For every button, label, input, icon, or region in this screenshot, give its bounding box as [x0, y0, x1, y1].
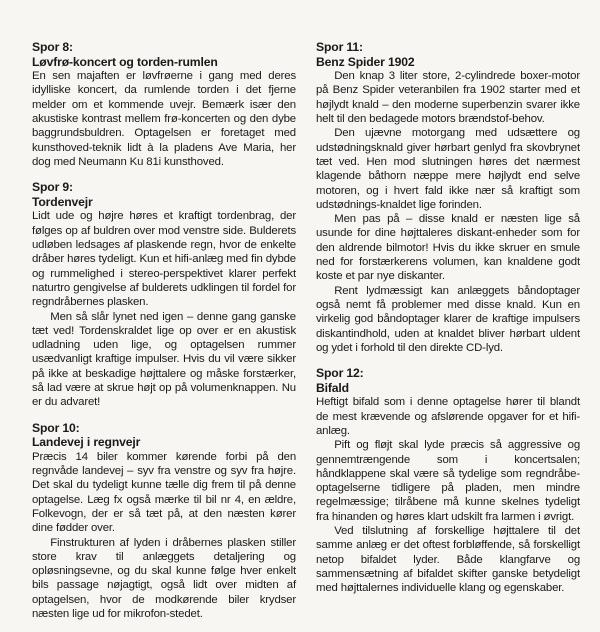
- track-title: Benz Spider 1902: [316, 54, 415, 69]
- paragraph: Præcis 14 biler kommer kørende forbi på den regnvåde landevej – syv fra venstre og syv fra højre. Det skal du tydeligt kunne tælle dig frem til på denne optagelse. Læg fx også mærke til bil nr 4, en ældre, Folkevogn, der er så tæt på, at den næsten kører dine fødder over.: [32, 450, 296, 535]
- paragraph: Lidt ude og højre høres et kraftigt tordenbrag, der følges op af buldren over mod venstre side. Bulderets udløben ledsages af plaskende regn, hvor de enkelte dråber høres tydeligt. Kun et hifi-anlæg med fin dybde og rummelighed i stereo-perspektivet klarer perfekt naturtro gengivelse af bulderets udklingen til fordel for regndråbernes plasken.: [32, 210, 296, 309]
- track-9-section: [32, 180, 296, 409]
- left-column: [32, 40, 296, 632]
- paragraph: Heftigt bifald som i denne optagelse hører til blandt de mest krævende og afslørende opgaver for et hifi-anlæg.: [316, 396, 580, 437]
- paragraph: Den ujævne motorgang med udsættere og udstødningsknald giver hørbart genlyd fra skovbrynet tæt ved. Hen mod slutningen høres det nærmest klagende båthorn næppe mere højlydt end selve motoren, og i hvert fald ikke nær så kraftigt som udstødnings-knaldet lige forinden.: [316, 127, 580, 211]
- track-title: Tordenvejr: [32, 194, 93, 209]
- paragraph: Finstrukturen af lyden i dråbernes plasken stiller store krav til anlæggets detaljering og opløsningsevne, og du skal kunne følge hver enkelt bils passage nøjagtigt, også lidt over midten af optagelsen, hvor de modkørende biler krydser næsten lige ud for mikrofon-stedet.: [32, 536, 296, 621]
- track-title: Løvfrø-koncert og torden-rumlen: [32, 54, 218, 69]
- paragraph: En sen majaften er løvfrøerne i gang med deres idylliske koncert, da rumlende torden i det fjerne melder om et kommende uvejr. Bemærk især den akustiske kontrast mellem frø-koncerten og den dybe baggrundsbuldren. Optagelsen er foretaget med kunsthoved-teknik lidt à la pladens Ave Maria, her dog med Neumann Ku 81i kunsthoved.: [32, 70, 296, 168]
- track-8-section: [32, 40, 296, 169]
- track-number: Spor 9:: [32, 180, 73, 195]
- paragraph: Rent lydmæssigt kan anlæggets båndoptager også nemt få problemer med disse knald. Kun en virkelig god båndoptager klarer de kraftige impulsers diskantindhold, uden at knaldet bliver hørbart uldent og ydet i forhold til den direkte CD-lyd.: [316, 284, 580, 354]
- paragraph: Den knap 3 liter store, 2-cylindrede boxer-motor på Benz Spider veteranbilen fra 1902 starter med et højlydt knald – den moderne superbenzin svarer ikke helt til den bedagede motors brændstof-behov.: [316, 70, 580, 126]
- track-number: Spor 10:: [32, 420, 80, 435]
- track-11-section: [316, 40, 580, 355]
- track-title: Bifald: [316, 380, 349, 395]
- track-title: Landevej i regnvejr: [32, 435, 141, 450]
- paragraph: Ved tilslutning af forskellige højttalere til det samme anlæg er det oftest forbløffende, så forskelligt netop bifaldet lyder. Både klangfarve og sammensætning af bifaldet skifter ganske betydeligt med højttalernes individuelle klang og egenskaber.: [316, 524, 580, 595]
- paragraph: Men pas på – disse knald er næsten lige så usunde for dine højttaleres diskant-enheder som for den aldrende bilmotor! Hvis du ikke skruer en smule ned for forstærkerens volumen, kan knaldene godt koste et par nye diskanter.: [316, 213, 580, 283]
- track-12-section: [316, 366, 580, 595]
- right-column: [316, 40, 580, 606]
- paragraph: Pift og fløjt skal lyde præcis så aggressive og gennemtrængende som i koncertsalen; håndklappene skal være så tydelige som regndråbe-optagelserne tidligere på pladen, men mindre regelmæssige; tilråbene må kunne skelnes tydeligt fra hinanden og høres klart udskilt fra larmen i øvrigt.: [316, 439, 580, 523]
- track-10-section: [32, 421, 296, 622]
- paragraph: Men så slår lynet ned igen – denne gang ganske tæt ved! Tordenskraldet lige op over er en akustisk udladning uden lige, og optagelsen rummer usædvanligt kraftige impulser. Hvis du vil være sikker på ikke at beskadige højttalere og måske forstærker, så lad være at skrue højt op på volumenknappen. Nu er du advaret!: [32, 310, 296, 409]
- track-number: Spor 8:: [32, 40, 73, 54]
- track-number: Spor 11:: [316, 40, 363, 54]
- track-number: Spor 12:: [316, 366, 364, 381]
